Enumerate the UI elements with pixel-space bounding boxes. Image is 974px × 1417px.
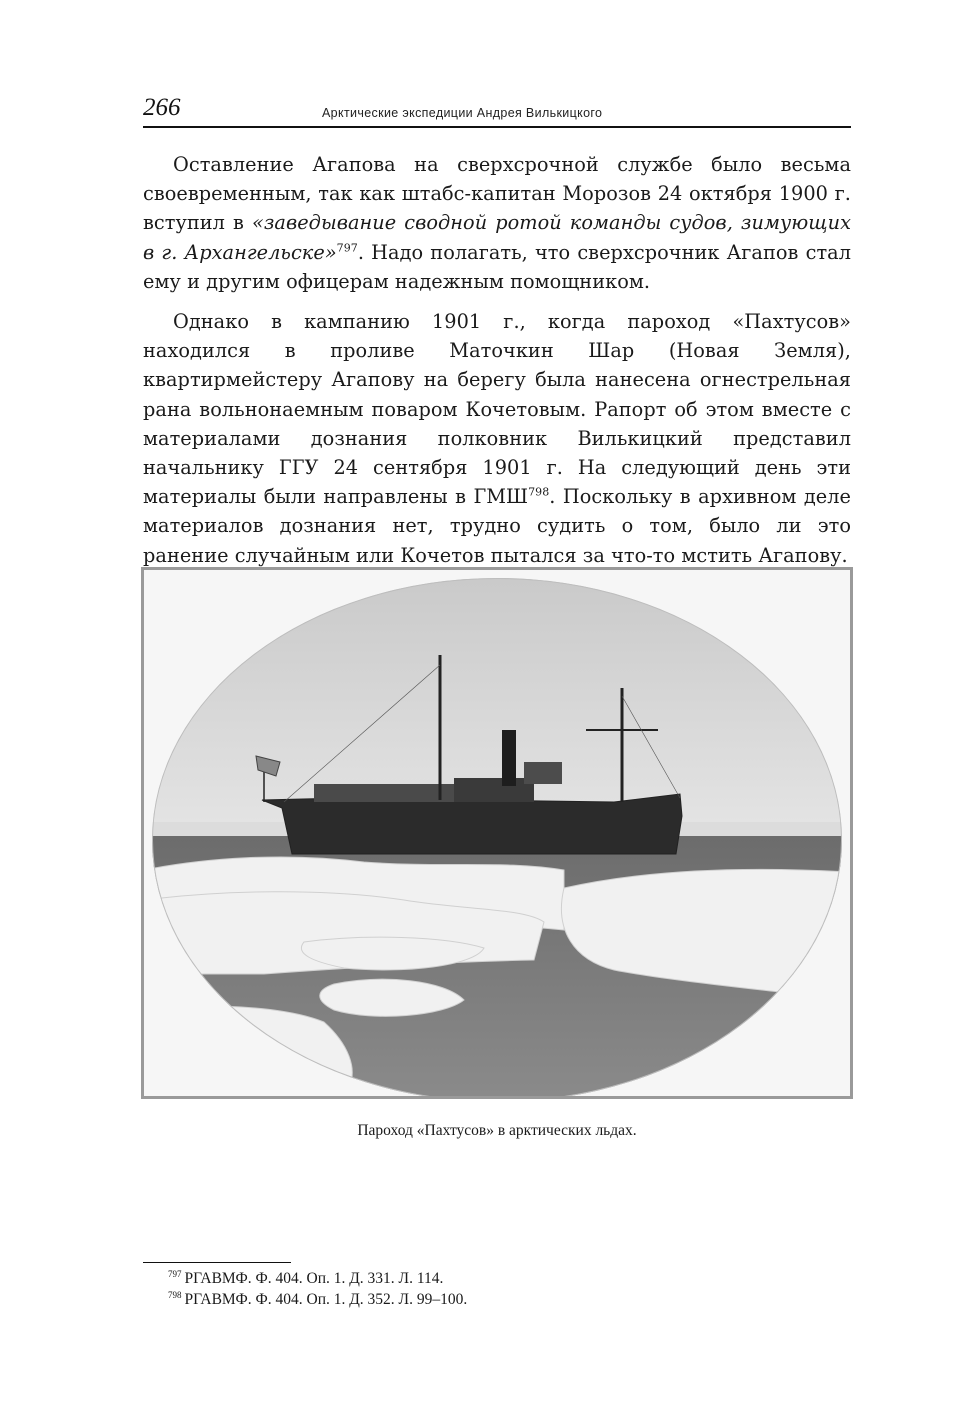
page-number: 266: [143, 94, 181, 121]
footnote-rule: [143, 1262, 291, 1263]
paragraph-1-quote: «заведывание сводной ротой команды судов, зимующих в г. Архангельске»: [143, 211, 852, 264]
paragraph-2-text-a: Однако в кампанию 1901 г., когда пароход «Пахтусов» находился в проливе Маточкин Шар (Новая Земля), квартирмейстеру Агапову на берегу была нанесена огнестрельная рана вольнонаемным поваром Кочетовым. Рапорт об этом вместе с материалами дознания полковник Вилькицкий представил начальнику ГГУ 24 сентября 1901 г. На следующий день эти материалы были направлены в ГМШ: [143, 310, 851, 509]
steamship-photo: [141, 567, 853, 1099]
footnote-text: РГАВМФ. Ф. 404. Оп. 1. Д. 331. Л. 114.: [184, 1270, 444, 1287]
footnote-number: 798: [168, 1289, 182, 1300]
paragraph-1: [143, 150, 851, 296]
paragraph-2: [143, 307, 851, 570]
paragraph-1-text-b: . Надо полагать, что сверхсрочник Агапов стал ему и другим офицерам надежным помощником.: [143, 240, 851, 293]
paragraph-1-text-a: Оставление Агапова на сверхсрочной службе было весьма своевременным, так как штабс-капитан Морозов 24 октября 1900 г. вступил в: [143, 153, 851, 235]
paragraph-2-text-b: . Поскольку в архивном деле материалов дознания нет, трудно судить о том, было ли это ранение случайным или Кочетов пытался за что-то мстить Агапову.: [143, 485, 851, 567]
footnotes: [168, 1268, 848, 1310]
ship-in-ice-illustration: [144, 570, 850, 1096]
footnote-text: РГАВМФ. Ф. 404. Оп. 1. Д. 352. Л. 99–100.: [184, 1291, 468, 1308]
figure-caption: Пароход «Пахтусов» в арктических льдах.: [357, 1122, 637, 1139]
running-title: Арктические экспедиции Андрея Вилькицкого: [322, 106, 603, 120]
footnote-ref-797[interactable]: 797: [336, 241, 358, 255]
footnote-ref-798[interactable]: 798: [528, 485, 550, 499]
header-rule: [143, 126, 851, 128]
footnote-798: [168, 1289, 848, 1310]
footnote-number: 797: [168, 1268, 182, 1279]
body-text: [143, 150, 851, 581]
funnel: [502, 730, 516, 786]
footnote-797: [168, 1268, 848, 1289]
